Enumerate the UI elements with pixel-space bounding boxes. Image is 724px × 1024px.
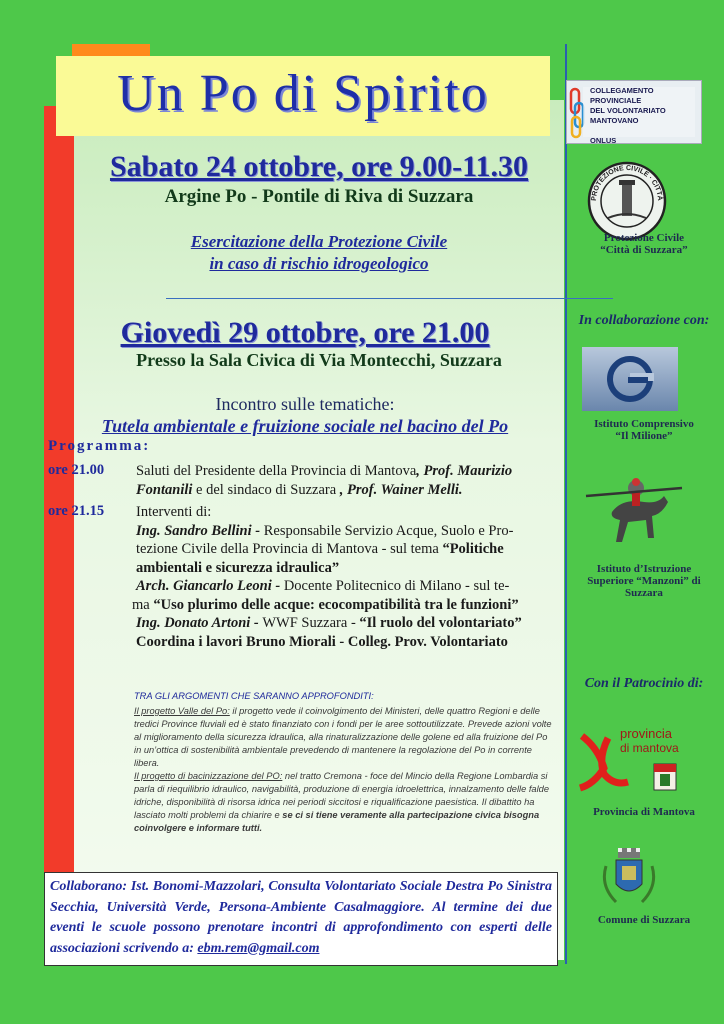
provincia-logo-icon (574, 718, 686, 794)
horizontal-divider (166, 298, 613, 299)
caption-line: “Il Milione” (615, 430, 673, 442)
school2-caption (566, 563, 722, 599)
speaker-name: Ing. Sandro Bellini - (136, 522, 264, 539)
event2-theme: Tutela ambientale e fruizione sociale nel bacino del Po (101, 416, 509, 436)
program-text: tezione Civile della Provincia di Mantova - sul tema (136, 541, 443, 557)
footnote-text: il progetto vede il coinvolgimento dei Ministeri, delle quattro Regioni e delle tredici Province fluviali ed è stato finanziato con i fondi per le aree sottoutilizzate. Prevede azioni volte al miglioramento della sicurezza idraulica, alla rinaturalizzazione delle golene ed alla fruizione del Po in un’ottica di sostenibilità ambientale prevedendo di mantenere la regolazione del Po in corrente libera. (134, 706, 552, 768)
event1-desc-line2: in caso di rischio idrogeologico (209, 254, 429, 273)
footnote-label: Il progetto di bacinizzazione del PO: (134, 771, 283, 781)
logo-line: MANTOVANO (590, 116, 639, 125)
logo-line: DEL VOLONTARIATO (590, 106, 666, 115)
program-text: ambientali e sicurezza idraulica” (136, 559, 340, 576)
event1-place: Argine Po - Pontile di Riva di Suzzara (164, 186, 474, 207)
patronage-header: Con il Patrocinio di: (584, 676, 704, 691)
manzoni-logo (582, 462, 686, 554)
collab-body: Collaborano: Ist. Bonomi-Mazzolari, Consulta Volontariato Sociale Destra Po Sinistra Secchia, Università Verde, Persona-Ambiente Casalmaggiore. Al termine dei due eventi le scuole possono prenotare incontri di approfondimento con esperti delle associazioni scrivendo a: (50, 879, 552, 956)
coordinator-text: Coordina i lavori Bruno Miorali - Colleg. Prov. Volontariato (136, 633, 508, 650)
program-text: , Prof. Maurizio (416, 463, 513, 479)
collegamento-logo-text (590, 86, 698, 146)
event2-intro: Incontro sulle tematiche: (215, 394, 395, 414)
comune-caption: Comune di Suzzara (597, 914, 691, 926)
seal-icon (586, 160, 668, 242)
program-time-1: ore 21.00 (48, 462, 105, 478)
page-title: Un Po di Spirito (117, 65, 489, 122)
red-decor-bar (44, 106, 74, 966)
caption-line: Istituto d’Istruzione (596, 563, 692, 575)
caption-line: Protezione Civile (603, 232, 685, 244)
protezione-caption (566, 232, 722, 256)
protezione-civile-seal (586, 160, 668, 242)
event1-date: Sabato 24 ottobre, ore 9.00-11.30 (109, 150, 529, 183)
speaker-name: Ing. Donato Artoni - (136, 615, 263, 631)
crest-icon (596, 846, 662, 910)
event2-date: Giovedì 29 ottobre, ore 21.00 (120, 316, 490, 349)
collaboration-header: In collaborazione con: (578, 313, 710, 328)
footnote-label: Il progetto Valle del Po: (134, 706, 230, 716)
caption-line: Suzzara (625, 587, 663, 599)
event2-place: Presso la Sala Civica di Via Montecchi, Suzzara (136, 350, 502, 370)
program-text: Fontanili (136, 481, 193, 498)
logo-text: di mantova (620, 741, 679, 755)
comune-suzzara-crest (596, 846, 662, 910)
program-text: , Prof. Wainer Melli. (339, 481, 463, 498)
vertical-divider (565, 44, 567, 964)
provincia-caption: Provincia di Mantova (593, 806, 695, 818)
program-text: Docente Politecnico di Milano - sul te- (283, 578, 510, 594)
speaker-name: Arch. Giancarlo Leoni - (136, 578, 284, 594)
program-text: Responsabile Servizio Acque, Suolo e Pro- (263, 522, 514, 539)
program-item-1 (136, 462, 556, 499)
program-text: Saluti del Presidente della Provincia di Mantova (136, 463, 417, 479)
program-item-2 (132, 503, 556, 651)
seal-text: PROTEZIONE CIVILE · CITTÀ (590, 164, 664, 202)
footnote-heading: TRA GLI ARGOMENTI CHE SARANNO APPROFONDITI: (134, 691, 374, 701)
footnote-text: nel tratto Cremona - foce del Mincio della Regione Lombardia si parla di riequilibrio idraulico, navigabilità, produzione di energia idroelettrica, innalzamento delle falde idriche, disponibilità di risorsa idrica nei periodi siccitosi e riqualificazione paesistica. Il dibattito ha lasciato molti problemi da chiarire e (134, 771, 549, 820)
contact-email-link[interactable]: ebm.rem@gmail.com (197, 940, 320, 956)
topics-footnote (134, 690, 556, 835)
logo-line: COLLEGAMENTO PROVINCIALE (590, 86, 654, 105)
provincia-mantova-logo (574, 718, 686, 794)
program-text: Interventi di: (136, 504, 212, 520)
school1-caption (566, 418, 722, 442)
program-text: e del sindaco di Suzzara (192, 481, 340, 498)
knight-horse-icon (582, 462, 686, 554)
il-milione-logo (582, 347, 678, 411)
footnote-text: se ci si tiene veramente alla partecipazione civica bisogna coinvolgere e informare tutti. (134, 810, 540, 833)
caption-line: Superiore “Manzoni” di (587, 575, 701, 587)
program-text: “Uso plurimo delle acque: ecocompatibilità tra le funzioni” (153, 596, 519, 613)
footnote-paragraph-1 (134, 705, 556, 770)
collaborators-text (50, 877, 552, 959)
logo-line: ONLUS (590, 136, 617, 145)
program-text: “Il ruolo del volontariato” (359, 615, 522, 631)
footnote-paragraph-2 (134, 770, 556, 835)
program-text: WWF Suzzara - (262, 615, 360, 631)
program-text: ma (132, 596, 154, 613)
event1-desc-line1: Esercitazione della Protezione Civile (190, 232, 448, 251)
caption-line: “Città di Suzzara” (600, 244, 688, 256)
school-logo-icon (582, 347, 678, 411)
program-label: Programma: (48, 438, 151, 454)
logo-text: provincia (620, 726, 673, 741)
program-time-2: ore 21.15 (48, 503, 105, 519)
caption-line: Istituto Comprensivo (594, 418, 694, 430)
program-text: “Politiche (442, 541, 504, 557)
